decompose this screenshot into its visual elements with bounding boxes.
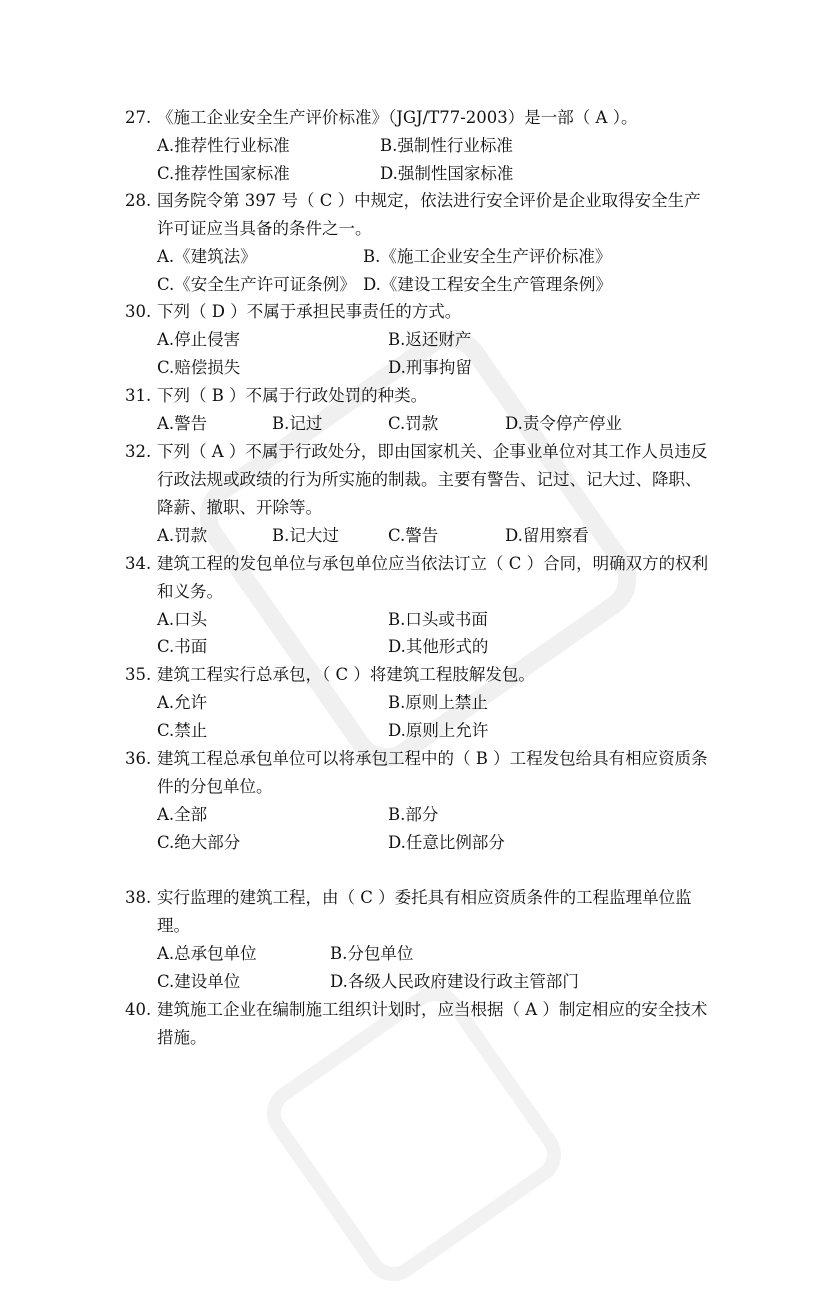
option-c: C.警告 [388, 526, 439, 545]
option-c: C.《安全生产许可证条例》 [157, 275, 356, 294]
option-a: A.《建筑法》 [157, 247, 257, 266]
option-b: B.原则上禁止 [388, 693, 488, 712]
question-number: 36. [125, 749, 152, 768]
option-b: B.口头或书面 [388, 610, 488, 629]
question-number: 27. [125, 108, 152, 127]
option-b: B.记过 [272, 414, 323, 433]
option-b: B.部分 [388, 805, 439, 824]
question-number: 31. [125, 386, 152, 405]
question-27 [125, 104, 715, 132]
option-c: C.建设单位 [157, 972, 241, 991]
option-a: A.允许 [157, 693, 208, 712]
option-d: D.任意比例部分 [388, 833, 505, 852]
option-c: C.推荐性国家标准 [157, 164, 290, 183]
question-text: 建筑工程实行总承包，（ C ）将建筑工程肢解发包。 [157, 665, 535, 684]
option-c: C.书面 [157, 637, 208, 656]
question-number: 34. [125, 554, 152, 573]
option-a: A.总承包单位 [157, 944, 257, 963]
question-text: 建筑工程总承包单位可以将承包工程中的（ B ）工程发包给具有相应资质条件的分包单位。 [157, 749, 708, 796]
question-31 [125, 382, 715, 410]
option-b: B.分包单位 [330, 944, 414, 963]
question-text: 下列（ B ）不属于行政处罚的种类。 [157, 386, 428, 405]
question-28 [125, 187, 715, 243]
option-a: A.全部 [157, 805, 208, 824]
question-35 [125, 661, 715, 689]
question-text: 下列（ A ）不属于行政处分，即由国家机关、企事业单位对其工作人员违反行政法规或政绩的行为所实施的制裁。主要有警告、记过、记大过、降职、降薪、撤职、开除等。 [157, 442, 708, 517]
question-text: 建筑工程的发包单位与承包单位应当依法订立（ C ）合同，明确双方的权利和义务。 [157, 554, 709, 601]
option-a: A.警告 [157, 414, 208, 433]
option-a: A.推荐性行业标准 [157, 136, 290, 155]
question-text: 下列（ D ）不属于承担民事责任的方式。 [157, 302, 462, 321]
option-d: D.留用察看 [505, 526, 589, 545]
option-c: C.绝大部分 [157, 833, 241, 852]
question-text: 建筑施工企业在编制施工组织计划时，应当根据（ A ）制定相应的安全技术措施。 [157, 1000, 708, 1047]
option-d: D.其他形式的 [388, 637, 489, 656]
question-number: 28. [125, 191, 152, 210]
option-a: A.口头 [157, 610, 208, 629]
question-text: 实行监理的建筑工程，由（ C ）委托具有相应资质条件的工程监理单位监理。 [157, 888, 692, 935]
option-d: D.强制性国家标准 [380, 164, 514, 183]
question-32 [125, 438, 715, 522]
question-number: 30. [125, 302, 152, 321]
question-text: 国务院令第 397 号（ C ）中规定，依法进行安全评价是企业取得安全生产许可证应当具备的条件之一。 [157, 191, 701, 238]
question-number: 40. [125, 1000, 152, 1019]
option-b: B.《施工企业安全生产评价标准》 [363, 247, 612, 266]
question-text: 《施工企业安全生产评价标准》（JGJ/T77-2003）是一部（ A ）。 [157, 108, 638, 127]
option-a: A.罚款 [157, 526, 208, 545]
question-number: 38. [125, 888, 152, 907]
option-b: B.记大过 [272, 526, 339, 545]
question-36 [125, 745, 715, 801]
question-number: 35. [125, 665, 152, 684]
option-d: D.原则上允许 [388, 721, 489, 740]
option-b: B.强制性行业标准 [380, 136, 513, 155]
question-38 [125, 884, 715, 940]
option-b: B.返还财产 [388, 330, 472, 349]
option-d: D.责令停产停业 [505, 414, 622, 433]
option-d: D.各级人民政府建设行政主管部门 [330, 972, 579, 991]
option-d: D.《建设工程安全生产管理条例》 [363, 275, 612, 294]
option-c: C.赔偿损失 [157, 358, 241, 377]
question-40 [125, 996, 715, 1052]
option-a: A.停止侵害 [157, 330, 241, 349]
option-c: C.罚款 [388, 414, 439, 433]
question-30 [125, 298, 715, 326]
option-d: D.刑事拘留 [388, 358, 472, 377]
question-34 [125, 550, 715, 606]
question-number: 32. [125, 442, 152, 461]
option-c: C.禁止 [157, 721, 208, 740]
